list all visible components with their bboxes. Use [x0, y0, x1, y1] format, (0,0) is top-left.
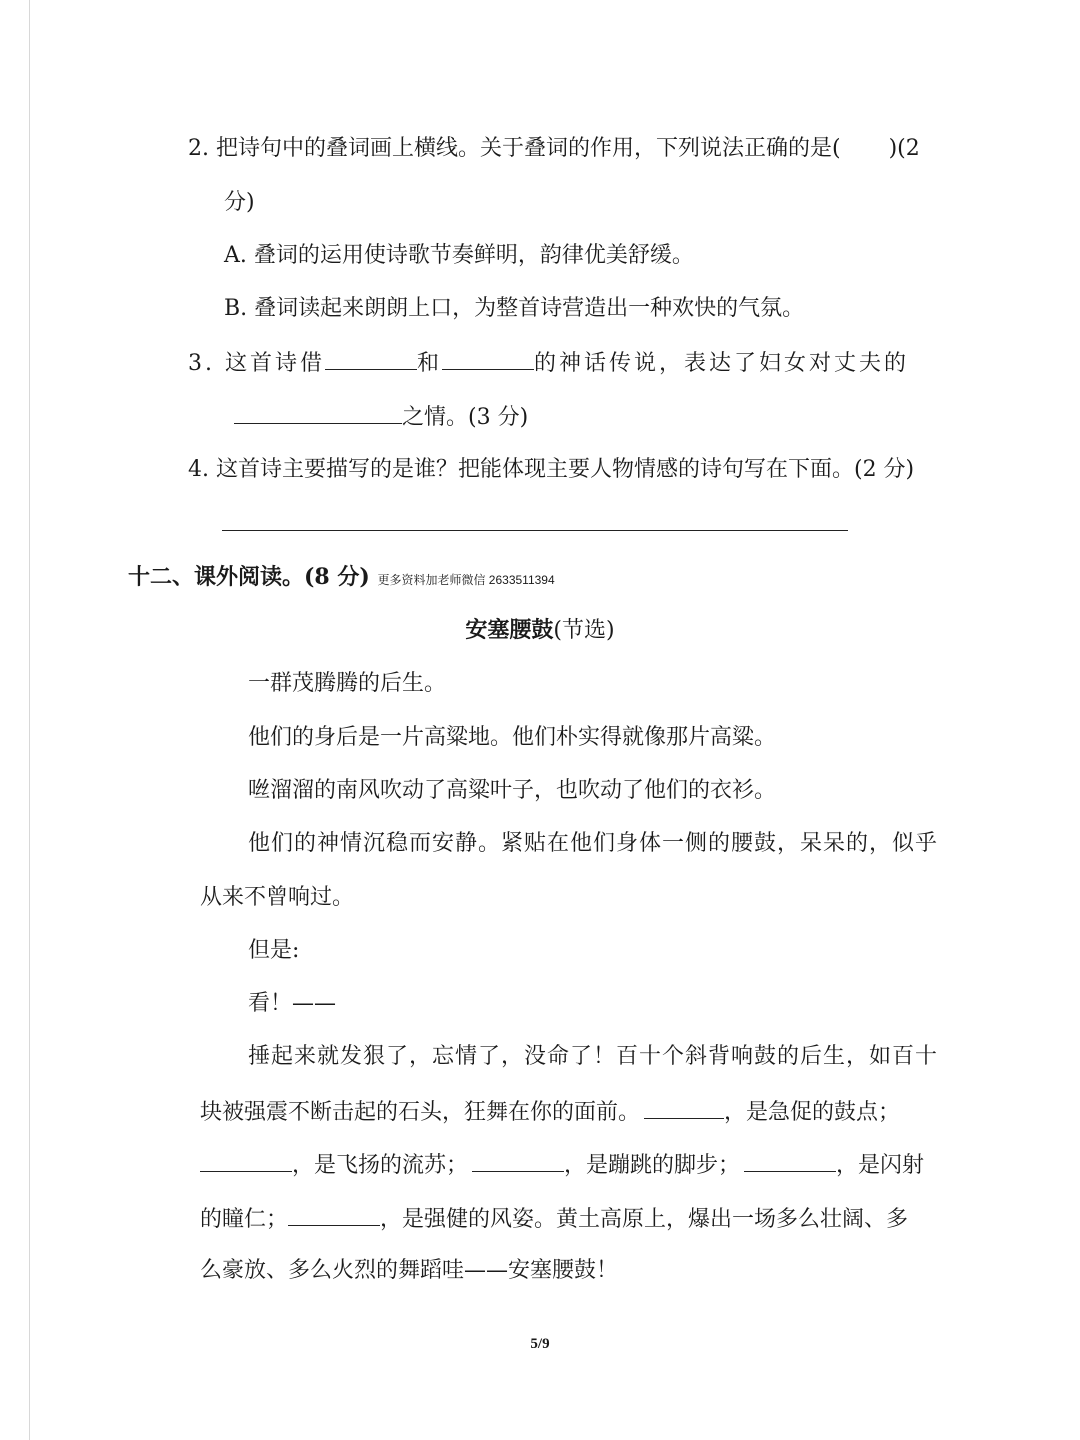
p7-text-d: ，是蹦跳的脚步； — [564, 1153, 741, 1178]
page-edge-line — [29, 0, 30, 1440]
passage-p2: 他们的身后是一片高粱地。他们朴实得就像那片高粱。 — [248, 725, 777, 750]
q3-blank-3[interactable] — [234, 401, 402, 424]
page-number: 5/9 — [530, 1336, 550, 1352]
passage-p5: 但是: — [248, 938, 300, 963]
p7-blank-1[interactable] — [644, 1096, 724, 1119]
p7-text-f: 的瞳仁； — [200, 1207, 289, 1232]
section-12-note: 更多资料加老师微信 2633511394 — [377, 573, 555, 587]
p7-blank-3[interactable] — [472, 1149, 564, 1172]
p7-blank-5[interactable] — [288, 1203, 380, 1226]
q3-blank-2[interactable] — [442, 347, 534, 370]
q2-option-a: A. 叠词的运用使诗歌节奏鲜明，韵律优美舒缓。 — [224, 243, 694, 268]
q4-line1: 4. 这首诗主要描写的是谁？把能体现主要人物情感的诗句写在下面。(2 分) — [188, 457, 915, 482]
q2-text: 2. 把诗句中的叠词画上横线。关于叠词的作用，下列说法正确的是( — [188, 136, 841, 161]
q3-text-3: 的神话传说，表达了妇女对丈夫的 — [534, 351, 910, 376]
q3-text-4: 之情。(3 分) — [402, 405, 529, 430]
passage-p7-line1: 捶起来就发狠了，忘情了，没命了！百十个斜背响鼓的后生，如百十 — [248, 1044, 939, 1069]
passage-p7-line4 — [200, 1203, 908, 1235]
q3-text-2: 和 — [416, 351, 442, 376]
q3-text-1: 3. 这首诗借 — [188, 351, 325, 376]
p7-blank-4[interactable] — [744, 1149, 836, 1172]
p7-text-b: ，是急促的鼓点； — [724, 1100, 901, 1125]
q3-line1 — [188, 347, 909, 379]
q2-option-b: B. 叠词读起来朗朗上口，为整首诗营造出一种欢快的气氛。 — [224, 296, 805, 321]
q3-line2 — [234, 401, 528, 433]
passage-subtitle: (节选) — [553, 618, 615, 643]
section-12-heading — [128, 562, 555, 595]
passage-p6: 看！—— — [248, 991, 337, 1016]
q3-blank-1[interactable] — [325, 347, 417, 370]
passage-p1: 一群茂腾腾的后生。 — [248, 671, 447, 696]
passage-p7-line2 — [200, 1096, 900, 1128]
passage-title-row — [0, 615, 1080, 646]
passage-p7-line3 — [200, 1149, 924, 1181]
passage-p4-line1: 他们的神情沉稳而安静。紧贴在他们身体一侧的腰鼓，呆呆的，似乎 — [248, 831, 939, 856]
p7-text-c: ，是飞扬的流苏； — [292, 1153, 469, 1178]
p7-text-e: ，是闪射 — [836, 1153, 925, 1178]
q4-answer-line[interactable] — [222, 530, 848, 531]
p7-text-a: 块被强震不断击起的石头，狂舞在你的面前。 — [200, 1100, 641, 1125]
passage-title: 安塞腰鼓 — [465, 617, 554, 643]
passage-p3: 咝溜溜的南风吹动了高粱叶子，也吹动了他们的衣衫。 — [248, 778, 777, 803]
q2-line1 — [188, 134, 920, 164]
p7-text-g: ，是强健的风姿。黄土高原上，爆出一场多么壮阔、多 — [380, 1207, 909, 1232]
q2-line2: 分) — [224, 190, 255, 215]
passage-p4-line2: 从来不曾响过。 — [200, 885, 355, 910]
p7-blank-2[interactable] — [200, 1149, 292, 1172]
section-12-title: 十二、课外阅读。(8 分) — [128, 564, 370, 590]
q2-score: )(2 — [888, 136, 920, 161]
passage-p7-line5: 么豪放、多么火烈的舞蹈哇——安塞腰鼓！ — [200, 1258, 619, 1283]
